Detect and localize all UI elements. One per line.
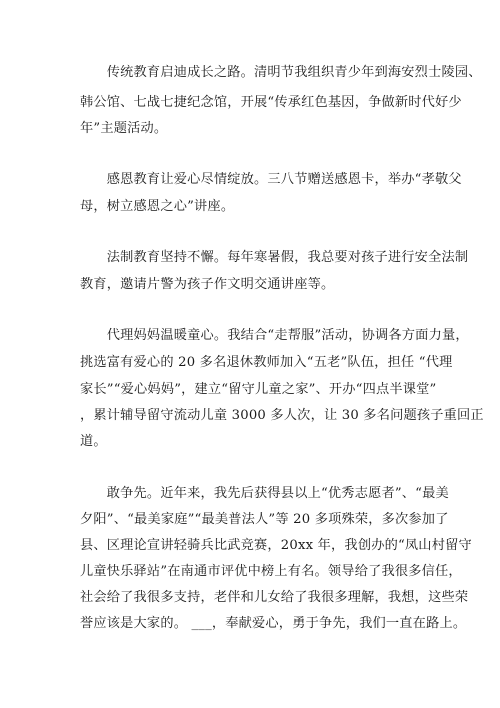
text-line: ，累计辅导留守流动儿童 3000 多人次，让 30 多名问题孩子重回正 — [80, 408, 484, 423]
text-line: 县、区理论宣讲轻骑兵比武竞赛，20xx 年，我创办的“凤山村留守 — [80, 538, 472, 553]
text-line: 誉应该是大家的。 ___，奉献爱心，勇于争先，我们一直在路上。 — [80, 616, 467, 631]
text-line: 代理妈妈温暖童心。我结合“走帮服”活动，协调各方面力量， — [80, 328, 469, 343]
text-line: 夕阳”、“最美家庭”“最美普法人”等 20 多项殊荣，多次参加了 — [80, 512, 449, 527]
text-line: 挑选富有爱心的 20 多名退休教师加入“五老”队伍，担任 “代理 — [80, 355, 453, 370]
text-line: 教育，邀请片警为孩子作文明交通讲座等。 — [80, 277, 335, 292]
text-line: 敢争先。近年来，我先后获得县以上“优秀志愿者”、“最美 — [80, 486, 449, 501]
text-line: 传统教育启迪成长之路。清明节我组织青少年到海安烈士陵园、 — [80, 65, 482, 80]
text-line: 韩公馆、七战七捷纪念馆，开展“传承红色基因，争做新时代好少 — [80, 95, 462, 110]
text-line: 法制教育坚持不懈。每年寒暑假，我总要对孩子进行安全法制 — [80, 250, 469, 265]
text-line: 道。 — [80, 434, 107, 449]
text-line: 儿童快乐驿站”在南通市评优中榜上有名。领导给了我很多信任， — [80, 564, 462, 579]
text-line: 感恩教育让爱心尽情绽放。三八节赠送感恩卡，举办“孝敬父 — [80, 172, 462, 187]
text-line: 社会给了我很多支持，老伴和儿女给了我很多理解，我想，这些荣 — [80, 590, 469, 605]
text-line: 年”主题活动。 — [80, 121, 168, 136]
text-line: 家长”“爱心妈妈”，建立“留守儿童之家”、开办“四点半课堂” — [80, 382, 437, 397]
text-line: 母，树立感恩之心”讲座。 — [80, 199, 235, 214]
